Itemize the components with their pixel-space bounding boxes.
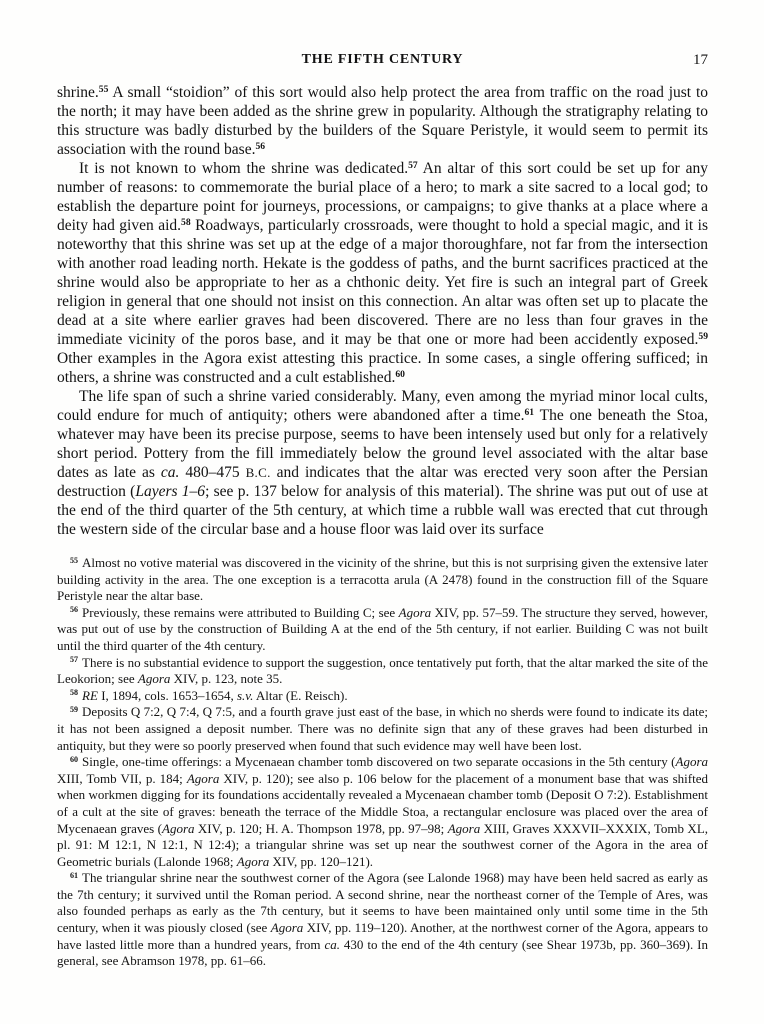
footnote-ref: 56 bbox=[255, 140, 266, 152]
italic-text: ca. bbox=[160, 464, 180, 481]
footnote: $^{59}$ Deposits Q 7:2, Q 7:4, Q 7:5, and a fourth grave just east of the base, in which no sherds were found to indicate its date; it has not been assigned a deposit number. There was no definite sign that any of these graves had been disturbed in antiquity, but they were so poorly preserved when found that such evidence may well have been lost. bbox=[57, 704, 708, 753]
body-text bbox=[57, 83, 708, 539]
italic-text: Layers 1–6 bbox=[135, 483, 206, 500]
italic-text: Agora bbox=[186, 770, 220, 786]
page-header bbox=[57, 52, 708, 70]
footnote-number: 56 bbox=[70, 605, 79, 615]
footnote-number: 57 bbox=[70, 655, 79, 665]
footnote-ref: 60 bbox=[395, 368, 405, 380]
italic-text: Agora bbox=[236, 853, 270, 869]
italic-text: Agora bbox=[137, 671, 171, 687]
italic-text: RE bbox=[82, 687, 98, 703]
italic-text: s.v. bbox=[236, 687, 254, 703]
italic-text: Agora bbox=[270, 920, 304, 936]
body-paragraph: The life span of such a shrine varied considerably. Many, even among the myriad minor local cults, could endure for much of antiquity; others were abandoned after a time.$^{61}$ The one beneath the Stoa, whatever may have been its precise purpose, seems to have been intensely used but only for a relatively short period. Pottery from the fill immediately below the ground level associated with the altar base dates as late as ca. 480–475 B.C. and indicates that the altar was erected very soon after the Persian destruction (Layers 1–6; see p. 137 below for analysis of this material). The shrine was put out of use at the end of the third quarter of the 5th century, at which time a rubble wall was erected that cut through the western side of the circular base and a house floor was laid over its surface bbox=[57, 388, 709, 538]
footnote: $^{55}$ Almost no votive material was discovered in the vicinity of the shrine, but this is not surprising given the extensive later building activity in the area. The one exception is a terracotta arula (A 2478) found in the construction fill of the Square Peristyle near the altar base. bbox=[57, 555, 708, 604]
footnotes-section bbox=[57, 555, 708, 970]
footnote-ref: 59 bbox=[698, 330, 708, 342]
footnote: $^{61}$ The triangular shrine near the southwest corner of the Agora (see Lalonde 1968) may have been held sacred as early as the 7th century; it survived until the Roman period. A second shrine, near the northeast corner of the Temple of Ares, was also founded perhaps as early as the 7th century, but it seems to have been maintained only until some time in the 5th century, when it was piously closed (see Agora XIV, pp. 119–120). Another, at the northwest corner of the Agora, appears to have lasted little more than a hundred years, from ca. 430 to the end of the 4th century (see Shear 1973b, pp. 360–369). In general, see Abramson 1978, pp. 61–66. bbox=[57, 870, 708, 969]
footnote-number: 55 bbox=[70, 555, 79, 565]
page-number: 17 bbox=[693, 52, 708, 68]
footnote-number: 60 bbox=[70, 754, 79, 764]
footnote-ref: 58 bbox=[181, 216, 191, 228]
italic-text: Agora bbox=[398, 604, 432, 620]
body-paragraph: It is not known to whom the shrine was dedicated.$^{57}$ An altar of this sort could be set up for any number of reasons: to commemorate the burial place of a hero; to mark a site sacred to a local god; to establish the departure point for journeys, processions, or campaigns; to give thanks at a place where a deity had given aid.$^{58}$ Roadways, particularly crossroads, were thought to hold a special magic, and it is noteworthy that this shrine was set up at the edge of a major thoroughfare, not far from the intersection with another road leading north. Hekate is the goddess of paths, and the burnt sacrifices practiced at the shrine would also be appropriate to her as a chthonic deity. Yet fire is such an integral part of Greek religion in general that one should not insist on this connection. An altar was often set up to placate the dead at a site where earlier graves had been discovered. There are no less than four graves in the immediate vicinity of the poros base, and it may be that one or more had been accidently exposed.$^{59}$ Other examples in the Agora exist attesting this practice. In some cases, a single offering sufficed; in others, a shrine was constructed and a cult established.$^{60}$ bbox=[57, 159, 708, 386]
footnote-number: 59 bbox=[70, 704, 79, 714]
italic-text: ca. bbox=[324, 936, 340, 952]
footnote: $^{60}$ Single, one-time offerings: a Mycenaean chamber tomb discovered on two separate occasions in the 5th century (Agora XIII, Tomb VII, p. 184; Agora XIV, p. 120); see also p. 106 below for the placement of a monument base that was shifted when workmen digging for its foundations accidentally revealed a Mycenaean chamber tomb (Deposit O 7:2). Establishment of a cult at the site of graves: beneath the terrace of the Middle Stoa, a rectangular enclosure was placed over the area of Mycenaean graves (Agora XIV, p. 120; H. A. Thompson 1978, pp. 97–98; Agora XIII, Graves XXXVII–XXXIX, Tomb XL, pl. 91: M 12:1, N 12:1, N 12:4); a triangular shrine was set up near the southwest corner of the Agora in the area of Geometric burials (Lalonde 1968; Agora XIV, pp. 120–121). bbox=[57, 754, 709, 869]
footnote-ref: 55 bbox=[98, 83, 109, 95]
body-paragraph: shrine.$^{55}$ A small “stoidion” of this sort would also help protect the area from traffic on the road just to the north; it may have been added as the shrine grew in popularity. Although the stratigraphy relating to this structure was badly disturbed by the builders of the Square Peristyle, it would seem to permit its association with the round base.$^{56}$ bbox=[57, 83, 708, 158]
footnote: $^{56}$ Previously, these remains were attributed to Building C; see Agora XIV, pp. 57–59. The structure they served, however, was put out of use by the construction of Building A at the end of the 5th century, if not earlier. Building C was not built until the third quarter of the 4th century. bbox=[57, 604, 708, 653]
footnote-ref: 61 bbox=[524, 406, 535, 418]
italic-text: Agora bbox=[162, 820, 195, 836]
running-title: THE FIFTH CENTURY bbox=[301, 52, 464, 67]
footnote: $^{57}$ There is no substantial evidence to support the suggestion, once tentatively put forth, that the altar marked the site of the Leokorion; see Agora XIV, p. 123, note 35. bbox=[57, 654, 708, 687]
footnote-number: 58 bbox=[70, 688, 79, 698]
footnote-ref: 57 bbox=[408, 159, 418, 171]
footnote-number: 61 bbox=[70, 870, 79, 880]
italic-text: Agora bbox=[447, 820, 481, 836]
italic-text: Agora bbox=[675, 754, 708, 770]
footnote: $^{58}$ RE I, 1894, cols. 1653–1654, s.v. Altar (E. Reisch). bbox=[70, 687, 348, 703]
small-caps-text: B.C. bbox=[245, 465, 271, 480]
